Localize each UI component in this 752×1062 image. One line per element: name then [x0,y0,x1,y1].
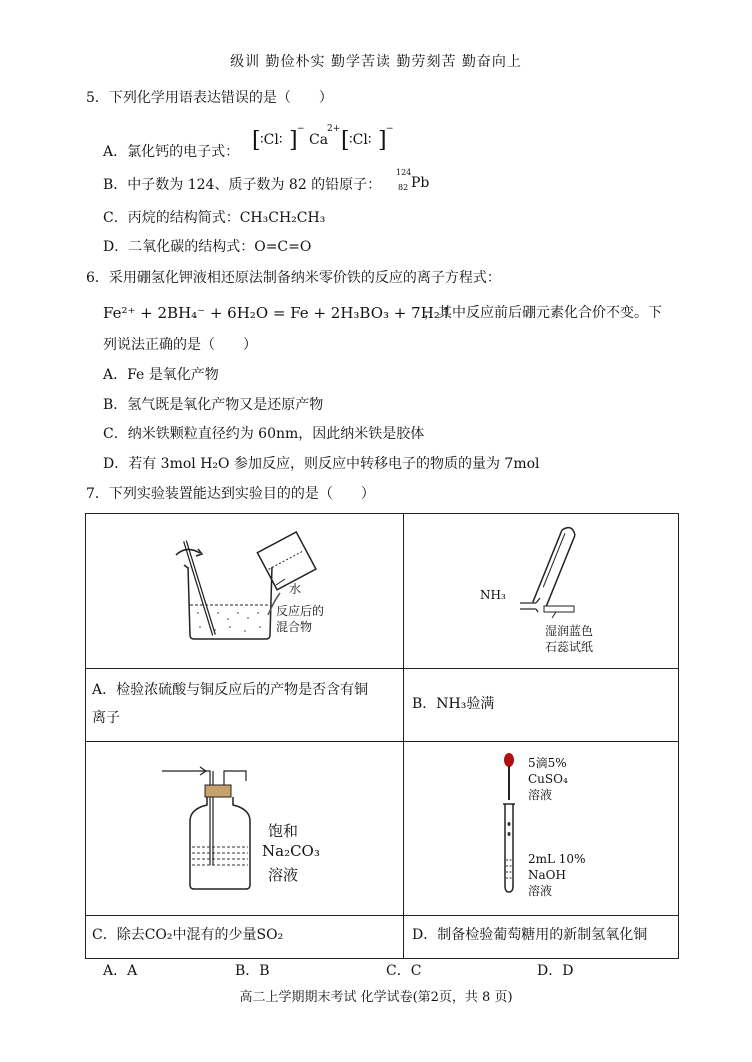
table-divider-1 [85,668,679,669]
figure-c-gas-washing-bottle [160,765,280,895]
q7-option-a: A．A [103,963,138,979]
pb-nuclide [396,168,436,196]
table-divider-3 [85,915,679,916]
fig-a-mix-label-2: 混合物 [276,620,313,634]
right-bracket-2: ] [378,128,387,153]
q6-option-b: B．氢气既是氧化产物又是还原产物 [103,397,324,413]
fig-c-label-3: 溶液 [268,866,299,884]
bottle [190,797,250,889]
cl-right-charge: − [386,124,394,134]
q6-equation-tail: ，其中反应前后硼元素化合价不变。下 [424,305,662,321]
ca-symbol: Ca [309,132,329,148]
figure-b-apparatus [480,520,600,620]
q5-stem: 5．下列化学用语表达错误的是（ ） [86,90,333,106]
fig-d-label-1: 5滴5% [528,756,567,770]
cl-left: ∶Cl∶ [260,132,283,148]
fig-c-label-2: Na₂CO₃ [262,842,320,860]
fig-d-label-4: 2mL 10% [528,852,586,866]
q5-option-c: C．丙烷的结构简式：CH₃CH₂CH₃ [103,210,326,226]
q6-stem-cont: 列说法正确的是（ ） [103,337,257,353]
dropper-bulb [504,753,514,767]
fig-d-label-3: 溶液 [528,788,553,802]
stopper [205,785,231,797]
left-bracket: [ [252,128,261,153]
q7-cell-d: D．制备检验葡萄糖用的新制氢氧化铜 [412,927,648,943]
q6-option-a: A．Fe 是氧化产物 [103,367,219,383]
page-header: 级训 勤俭朴实 勤学苦读 勤劳刻苦 勤奋向上 [230,54,522,70]
fig-d-label-5: NaOH [528,868,566,882]
right-bracket: ] [289,128,298,153]
page-footer: 高二上学期期末考试 化学试卷(第2页，共 8 页) [239,990,513,1005]
fig-b-paper-label-2: 石蕊试纸 [545,640,594,654]
ca-charge: 2+ [327,124,341,134]
pb-symbol: Pb [411,175,430,191]
q7-cell-a-line2: 离子 [92,710,120,726]
left-bracket-2: [ [341,128,350,153]
beaker-a [188,567,272,639]
q7-cell-c: C．除去CO₂中混有的少量SO₂ [92,927,284,943]
q7-stem: 7．下列实验装置能达到实验目的的是（ ） [86,486,375,502]
fig-d-label-2: CuSO₄ [528,772,568,786]
fig-a-mix-label-1: 反应后的 [276,604,325,618]
inverted-tube [533,525,577,607]
fig-a-water-label: 水 [289,582,302,596]
table-divider-2 [85,741,679,742]
pb-atomic-number: 82 [398,183,409,192]
q7-option-b: B．B [235,963,270,979]
tilted-beaker [257,532,316,590]
litmus-paper [544,606,574,612]
q5-option-a: A．氯化钙的电子式： [103,144,240,160]
fig-b-paper-label-1: 湿润蓝色 [545,624,594,638]
q7-cell-b: B．NH₃验满 [412,696,495,712]
q6-equation: Fe²⁺ + 2BH₄⁻ + 6H₂O = Fe + 2H₃BO₃ + 7H₂↑ [103,304,453,322]
q5-option-d: D．二氧化碳的结构式：O=C=O [103,239,312,255]
cl-right: ∶Cl∶ [349,132,372,148]
q7-cell-a-line1: A．检验浓硫酸与铜反应后的产物是否含有铜 [92,682,369,698]
cl-left-charge: − [297,124,305,134]
fig-b-gas-label: NH₃ [480,588,506,602]
table-divider-vertical [403,513,404,959]
fig-c-label-1: 饱和 [268,822,299,840]
q6-option-d: D．若有 3mol H₂O 参加反应，则反应中转移电子的物质的量为 7mol [103,456,540,472]
pb-mass-number: 124 [396,168,412,177]
q7-option-c: C．C [386,963,422,979]
bottle-liquid [192,847,248,865]
tube-liquid [506,860,512,878]
cacl2-electron-formula [252,124,392,156]
q5-option-b: B．中子数为 124、质子数为 82 的铅原子： [103,177,382,193]
q6-stem: 6．采用硼氢化钾液相还原法制备纳米零价铁的反应的离子方程式： [86,270,501,286]
q6-option-c: C．纳米铁颗粒直径约为 60nm，因此纳米铁是胶体 [103,426,425,442]
test-tube [505,804,513,892]
fig-d-label-6: 溶液 [528,884,553,898]
q7-option-d: D．D [537,963,574,979]
